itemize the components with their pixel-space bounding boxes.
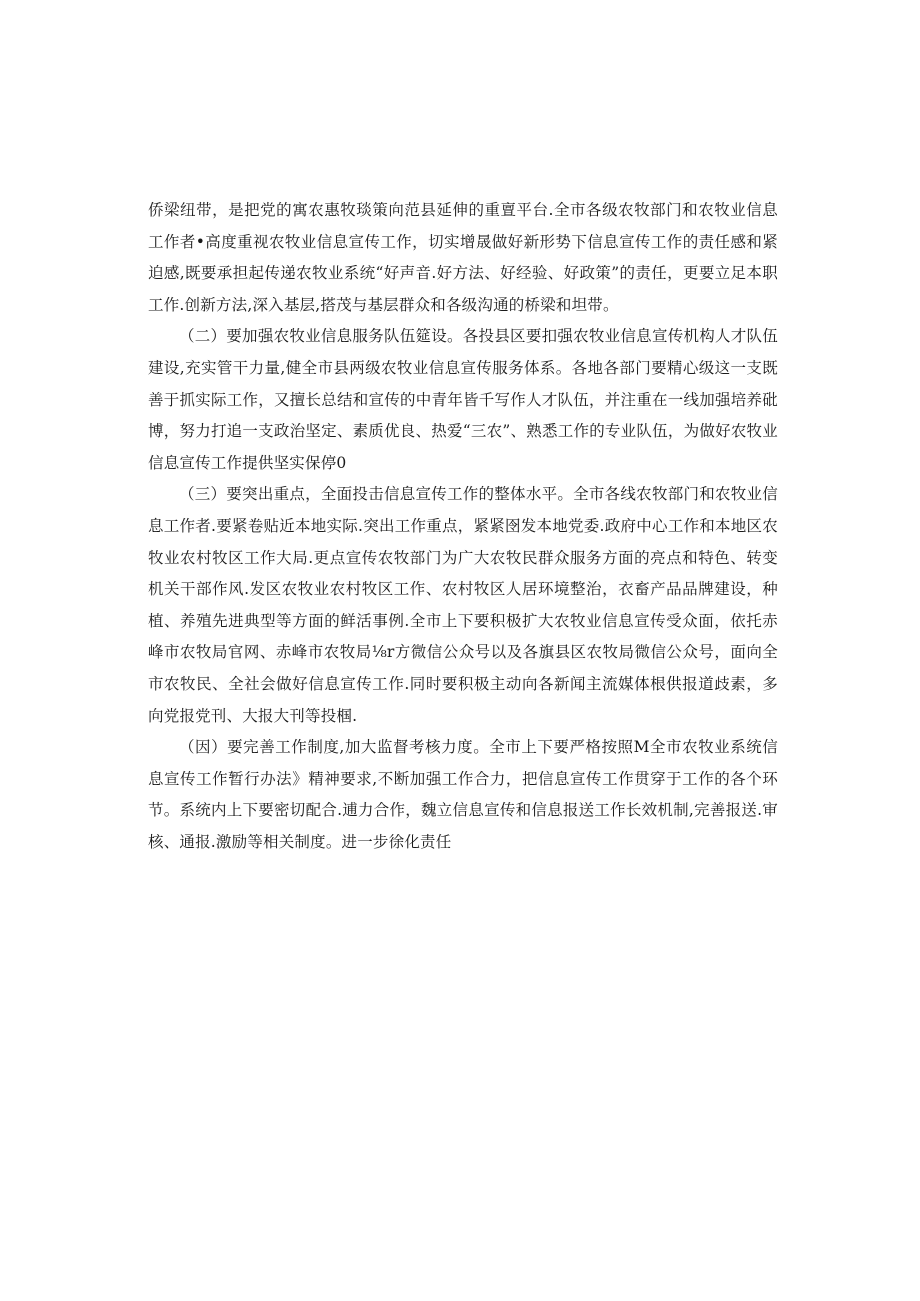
paragraph-4: （因）要完善工作制度,加大监督考核力度。全市上下要严格按照M全市农牧业系统信息宣传工作暂行办法》精神要求,不断加强工作合力，把信息宣传工作贯穿于工作的各个环节。系统内上下要密切配合.逋力合作，魏立信息宣传和信息报送工作长效机制,完善报送.审核、通报.激励等相关制度。进一步徐化责任 <box>148 738 778 851</box>
paragraph-2: （二）要加强农牧业信息服务队伍筵设。各投县区要扣强农牧业信息宣传机构人才队伍建设,充实管干力量,健全市县两级农牧业信息宣传服务体系。各地各部门要精心级这一支既善于抓实际工作，又擅长总结和宣传的中青年皆千写作人才队伍，并注重在一线加强培养砒博，努力打追一支政治坚定、素质优良、热爱“三农”、熟悉工作的专业队伍，为做好农牧业信息宣传工作提供坚实保停0 <box>148 327 778 472</box>
document-body <box>148 195 778 858</box>
paragraph-1: 侨梁纽带，是把党的寓农惠牧琰策向范县延伸的重亶平台.全市各级农牧部门和农牧业信息工作者•高度重视农牧业信息宣传工作，切实增晟做好新形势下信息宣传工作的责任感和紧迫感,既要承担起传递农牧业系统“好声音.好方法、好经验、好政策”的责任，更要立足本职工作.创新方法,深入基层,搭茂与基层群众和各级沟通的桥梁和坦带。 <box>148 201 778 314</box>
paragraph-3: （三）要突出重点，全面投击信息宣传工作的整体水平。全市各线农牧部门和农牧业信息工作者.要紧卷贴近本地实际.突出工作重点，紧紧囹发本地党委.政府中心工作和本地区农牧业农村牧区工作大局.更点宣传农牧部门为广大农牧民群众服务方面的亮点和特色、转变机关干部作风.发区农牧业农村牧区工作、农村牧区人居环境整治，衣畜产品品牌建设，种植、养殖先进典型等方面的鲜活事例.全市上下要积极扩大农牧业信息宣传受众面，依托赤峰市农牧局官网、赤峰市农牧局⅛r方微信公众号以及各旗县区农牧局微信公众号，面向全市农牧民、全社会做好信息宣传工作.同时要积极主动向各新闻主流媒体根供报道歧素，多向党报党刊、大报大刊等投椢. <box>148 485 778 725</box>
